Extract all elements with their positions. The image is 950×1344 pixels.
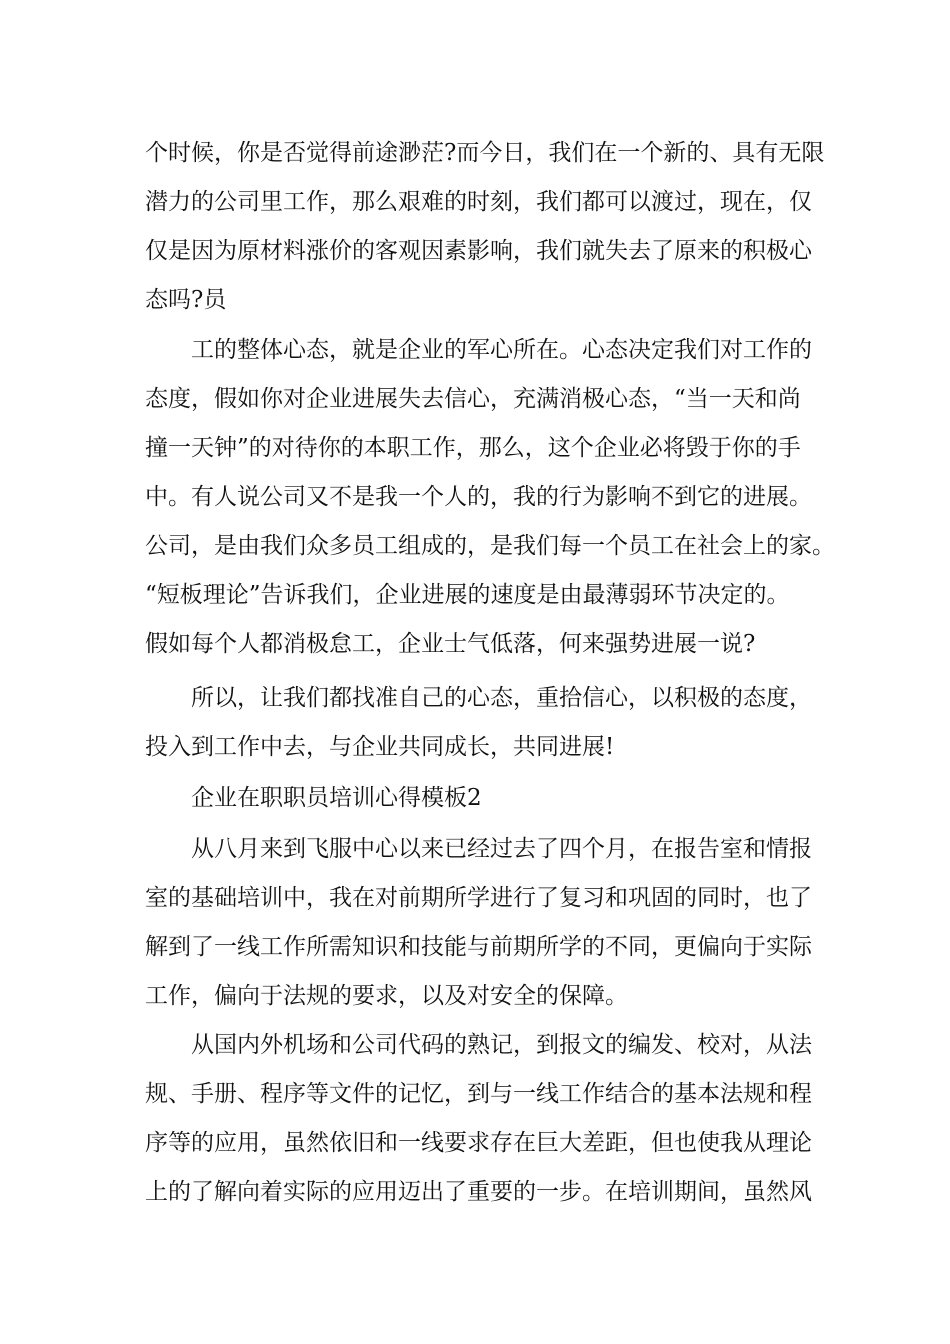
text-line: 态吗?员 [145,287,227,313]
text-line: 所以，让我们都找准自己的心态，重拾信心，以积极的态度， [191,685,812,711]
text-line: 工的整体心态，就是企业的军心所在。心态决定我们对工作的 [191,337,812,363]
text-line: 个时候，你是否觉得前途渺茫?而今日，我们在一个新的、具有无限 [145,140,825,166]
section-heading: 企业在职职员培训心得模板2 [191,785,482,811]
text-line: 上的了解向着实际的应用迈出了重要的一步。在培训期间，虽然风 [145,1179,812,1205]
text-line: 从八月来到飞服中心以来已经过去了四个月，在报告室和情报 [191,836,812,862]
text-line: 工作，偏向于法规的要求，以及对安全的保障。 [145,983,628,1009]
text-line: 撞一天钟”的对待你的本职工作，那么，这个企业必将毁于你的手 [145,435,801,461]
text-line: 中。有人说公司又不是我一个人的，我的行为影响不到它的进展。 [145,484,812,510]
text-line: 解到了一线工作所需知识和技能与前期所学的不同，更偏向于实际 [145,934,812,960]
text-line: 序等的应用，虽然依旧和一线要求存在巨大差距，但也使我从理论 [145,1130,812,1156]
text-line: 从国内外机场和公司代码的熟记，到报文的编发、校对，从法 [191,1032,812,1058]
text-line: 投入到工作中去，与企业共同成长，共同进展! [145,734,615,760]
text-line: “短板理论”告诉我们，企业进展的速度是由最薄弱环节决定的。 [145,582,790,608]
text-line: 规、手册、程序等文件的记忆，到与一线工作结合的基本法规和程 [145,1081,812,1107]
text-line: 假如每个人都消极怠工，企业士气低落，何来强势进展一说? [145,631,756,657]
text-line: 潜力的公司里工作，那么艰难的时刻，我们都可以渡过，现在，仅 [145,189,812,215]
text-line: 室的基础培训中，我在对前期所学进行了复习和巩固的同时，也了 [145,885,812,911]
text-line: 态度，假如你对企业进展失去信心，充满消极心态，“当一天和尚 [145,386,801,412]
text-line: 公司，是由我们众多员工组成的，是我们每一个员工在社会上的家。 [145,533,835,559]
text-line: 仅是因为原材料涨价的客观因素影响，我们就失去了原来的积极心 [145,238,812,264]
